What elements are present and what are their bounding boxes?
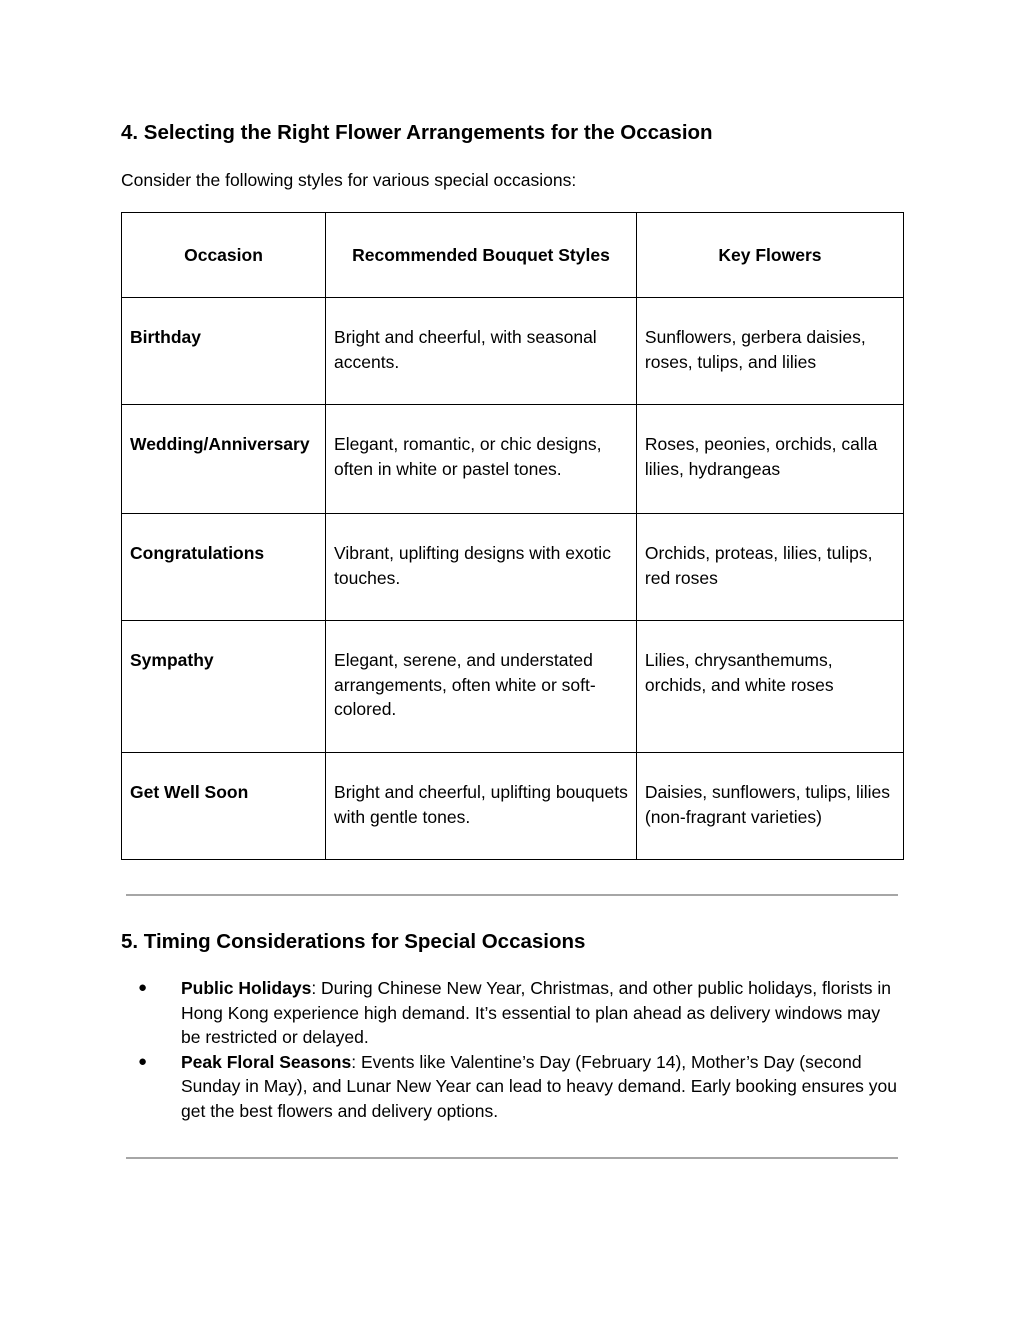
- occasion-table: [121, 212, 904, 860]
- table-row: [122, 753, 904, 860]
- bullet-text: : Events like Valentine’s Day (February 14), Mother’s Day (second Sunday in May), and Lunar New Year can lead to heavy demand. Early booking ensures you get the best flowers and delivery options.: [181, 1051, 898, 1121]
- flowers-cell: Orchids, proteas, lilies, tulips, red roses: [636, 514, 903, 621]
- occasion-cell: Wedding/Anniversary: [122, 405, 326, 514]
- flowers-cell: Roses, peonies, orchids, calla lilies, hydrangeas: [636, 405, 903, 514]
- style-cell: Vibrant, uplifting designs with exotic touches.: [326, 514, 637, 621]
- table-row: [122, 405, 904, 514]
- bullet-text: : During Chinese New Year, Christmas, and other public holidays, florists in Hong Kong experience high demand. It’s essential to plan ahead as delivery windows may be restricted or delayed.: [181, 978, 892, 1047]
- flowers-cell: Lilies, chrysanthemums, orchids, and white roses: [636, 621, 903, 753]
- occasion-cell: Get Well Soon: [122, 753, 326, 860]
- flowers-cell: Sunflowers, gerbera daisies, roses, tulips, and lilies: [636, 298, 903, 405]
- bullet-term: Public Holidays: [181, 978, 312, 998]
- timing-list: [121, 976, 903, 1123]
- style-cell: Elegant, romantic, or chic designs, often in white or pastel tones.: [326, 405, 637, 514]
- style-cell: Bright and cheerful, uplifting bouquets with gentle tones.: [326, 753, 637, 860]
- bullet-term: Peak Floral Seasons: [181, 1051, 352, 1072]
- bullet-icon: ●: [138, 979, 148, 996]
- table-row: [122, 621, 904, 753]
- style-cell: Elegant, serene, and understated arrangements, often white or soft-colored.: [326, 621, 637, 753]
- header-bouquet-styles: Recommended Bouquet Styles: [326, 213, 637, 298]
- list-item: [121, 976, 903, 1050]
- horizontal-rule: [126, 1157, 898, 1159]
- table-row: [122, 298, 904, 405]
- table-row: [122, 514, 904, 621]
- section-4-heading: 4. Selecting the Right Flower Arrangements for the Occasion: [121, 121, 713, 144]
- list-item: [121, 1050, 903, 1124]
- section-5-heading: 5. Timing Considerations for Special Occasions: [121, 930, 586, 953]
- flowers-cell: Daisies, sunflowers, tulips, lilies (non-fragrant varieties): [636, 753, 903, 860]
- header-occasion: Occasion: [122, 213, 326, 298]
- section-4-intro: Consider the following styles for various special occasions:: [121, 170, 577, 190]
- table-header-row: [122, 213, 904, 298]
- horizontal-rule: [126, 894, 898, 896]
- bullet-icon: ●: [138, 1052, 148, 1070]
- header-key-flowers: Key Flowers: [636, 213, 903, 298]
- occasion-cell: Congratulations: [122, 514, 326, 621]
- style-cell: Bright and cheerful, with seasonal accents.: [326, 298, 637, 405]
- occasion-cell: Birthday: [122, 298, 326, 405]
- occasion-cell: Sympathy: [122, 621, 326, 753]
